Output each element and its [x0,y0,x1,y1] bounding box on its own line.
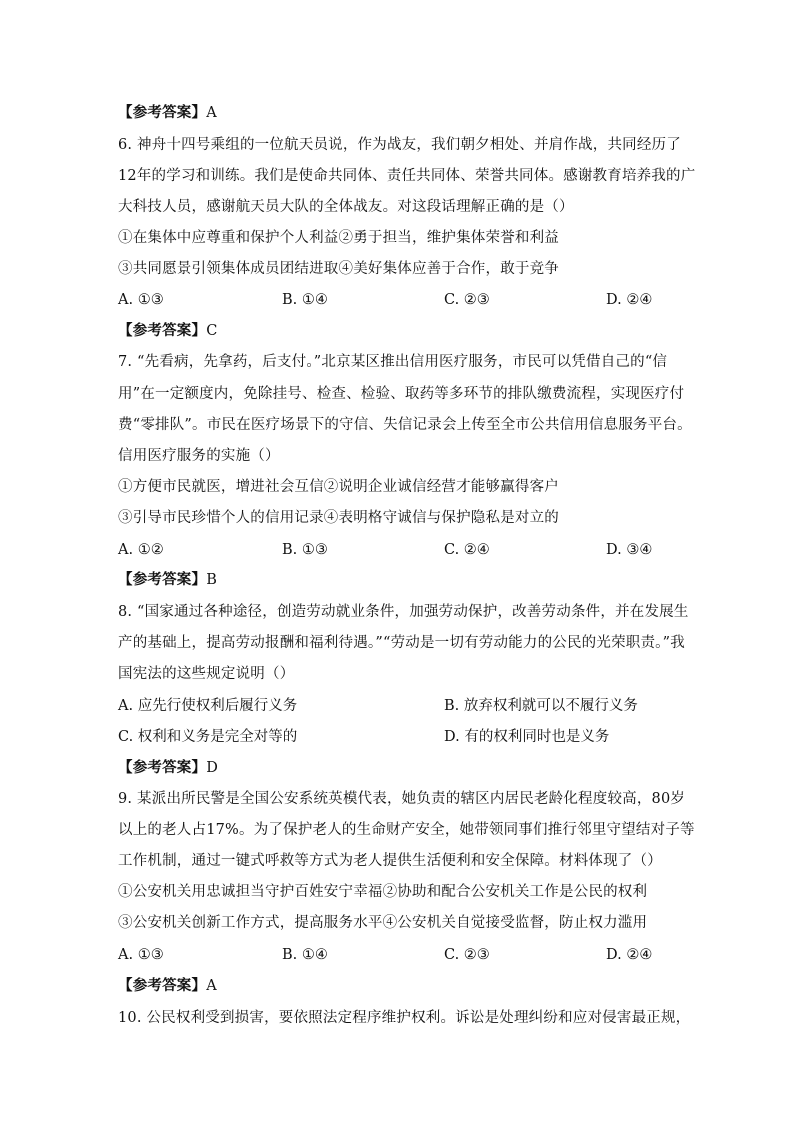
question-8-line-1: 8. “国家通过各种途径，创造劳动就业条件，加强劳动保护，改善劳动条件，并在发展生 [118,604,689,620]
answer-value: B [206,572,218,588]
question-6-option-b: B. ①④ [282,292,328,308]
question-9-statement-1: ①公安机关用忠诚担当守护百姓安宁幸福②协助和配合公安机关工作是公民的权利 [118,884,648,900]
question-10-line-1: 10. 公民权利受到损害，要依照法定程序维护权利。诉讼是处理纠纷和应对侵害最正规， [118,1010,691,1026]
answer-value: C [206,323,218,339]
answer-line [118,758,218,778]
question-7-option-b: B. ①③ [282,542,328,558]
answer-label: 【参考答案】 [118,322,207,339]
answer-value: A [206,978,217,994]
question-6-line-2: 12年的学习和训练。我们是使命共同体、责任共同体、荣誉共同体。感谢教育培养我的广 [118,168,696,184]
question-6-statement-2: ③共同愿景引领集体成员团结进取④美好集体应善于合作，敢于竞争 [118,261,559,277]
question-7-line-3: 费“零排队”。市民在医疗场景下的守信、失信记录会上传至全市公共信用信息服务平台。 [118,417,692,433]
answer-line [118,570,217,590]
answer-value: A [206,105,217,121]
question-7-statement-1: ①方便市民就医，增进社会互信②说明企业诚信经营才能够赢得客户 [118,479,559,495]
question-9-line-2: 以上的老人占17%。为了保护老人的生命财产安全，她带领同事们推行邻里守望结对子等 [118,822,695,838]
question-9-option-a: A. ①③ [118,947,164,963]
question-9-option-d: D. ②④ [606,947,653,963]
answer-line [118,103,217,123]
question-6-line-1: 6. 神舟十四号乘组的一位航天员说，作为战友，我们朝夕相处、并肩作战，共同经历了 [118,137,681,153]
question-9-line-1: 9. 某派出所民警是全国公安系统英模代表，她负责的辖区内居民老龄化程度较高，80岁 [118,791,686,807]
question-8-option-d: D. 有的权利同时也是义务 [444,729,610,745]
question-9-option-c: C. ②③ [444,947,490,963]
question-6-line-3: 大科技人员，感谢航天员大队的全体战友。对这段话理解正确的是（） [118,199,574,215]
question-8-line-3: 国宪法的这些规定说明（） [118,666,295,682]
answer-label: 【参考答案】 [118,571,207,588]
question-8-line-2: 产的基础上，提高劳动报酬和福利待遇。”“劳动是一切有劳动能力的公民的光荣职责。”我 [118,635,685,651]
question-9-option-b: B. ①④ [282,947,328,963]
answer-value: D [206,760,219,776]
answer-line [118,321,218,341]
question-7-statement-2: ③引导市民珍惜个人的信用记录④表明格守诚信与保护隐私是对立的 [118,510,559,526]
answer-label: 【参考答案】 [118,977,207,994]
question-8-option-a: A. 应先行使权利后履行义务 [118,698,298,714]
question-9-statement-2: ③公安机关创新工作方式，提高服务水平④公安机关自觉接受监督，防止权力滥用 [118,915,648,931]
question-6-statement-1: ①在集体中应尊重和保护个人利益②勇于担当，维护集体荣誉和利益 [118,230,559,246]
answer-label: 【参考答案】 [118,104,207,121]
answer-line [118,976,217,996]
question-7-line-2: 用”在一定额度内，免除挂号、检查、检验、取药等多环节的排队缴费流程，实现医疗付 [118,386,685,402]
question-6-option-d: D. ②④ [606,292,653,308]
question-7-option-c: C. ②④ [444,542,490,558]
answer-label: 【参考答案】 [118,759,207,776]
question-8-option-c: C. 权利和义务是完全对等的 [118,729,298,745]
question-6-option-a: A. ①③ [118,292,164,308]
question-7-option-d: D. ③④ [606,542,653,558]
question-7-line-1: 7. “先看病，先拿药，后支付。”北京某区推出信用医疗服务，市民可以凭借自己的“信 [118,354,668,370]
question-8-option-b: B. 放弃权利就可以不履行义务 [444,698,638,714]
question-9-line-3: 工作机制，通过一键式呼救等方式为老人提供生活便利和安全保障。材料体现了（） [118,853,662,869]
question-7-line-4: 信用医疗服务的实施（） [118,448,280,464]
question-7-option-a: A. ①② [118,542,164,558]
question-6-option-c: C. ②③ [444,292,490,308]
